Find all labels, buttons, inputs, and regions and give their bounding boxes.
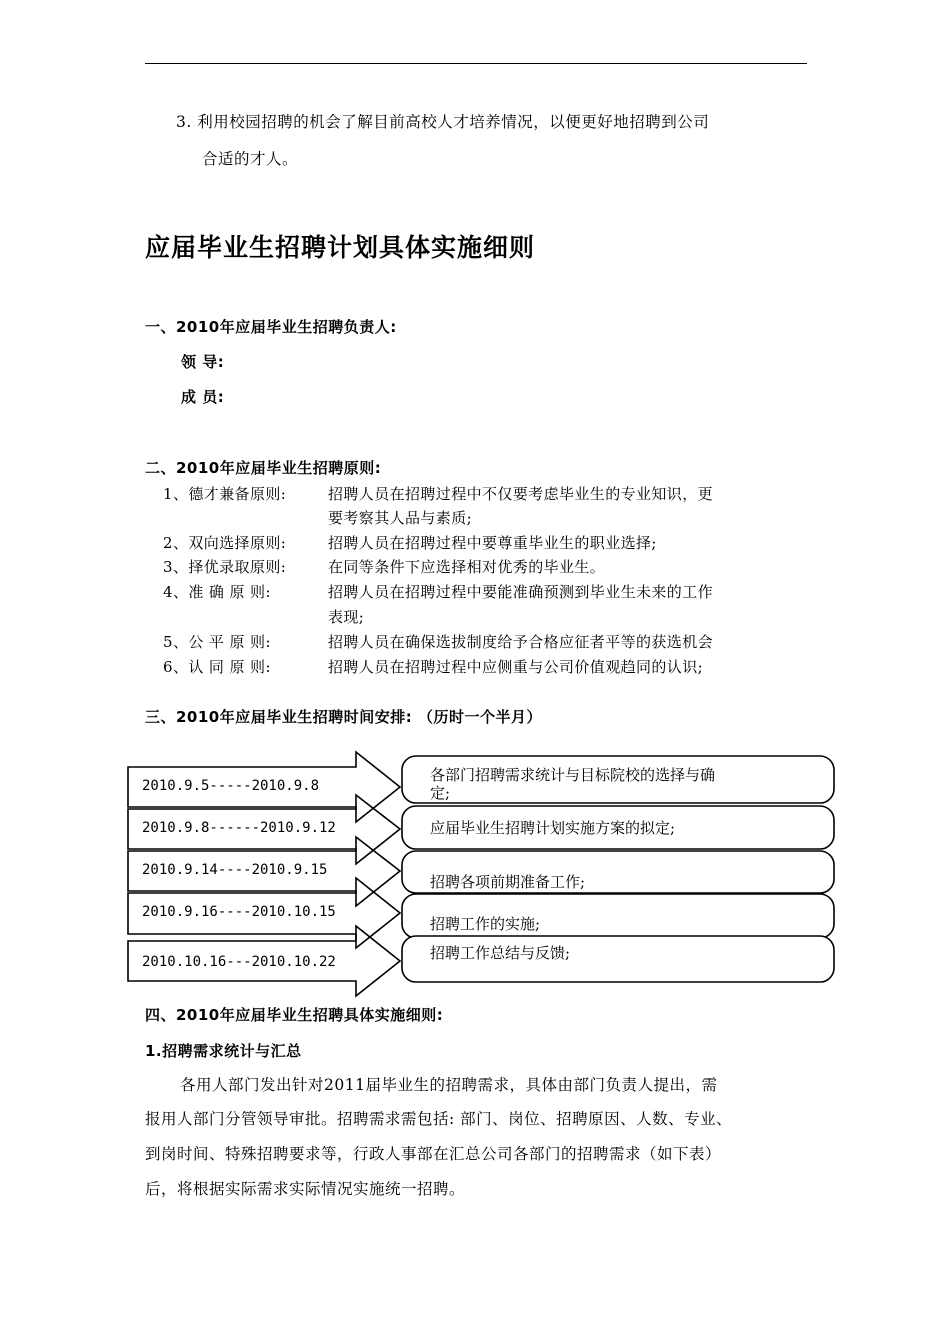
principle-text: 招聘人员在确保选拔制度给予合格应征者平等的获选机会	[328, 633, 714, 651]
intro-item-3-continued: 合适的才人。	[202, 150, 299, 168]
principle-text-continued: 表现;	[328, 608, 365, 626]
paragraph-line: 到岗时间、特殊招聘要求等，行政人事部在汇总公司各部门的招聘需求（如下表）	[145, 1145, 722, 1163]
schedule-task-continued: 定;	[430, 784, 451, 802]
schedule-task: 招聘各项前期准备工作;	[430, 873, 586, 891]
leader-label: 领 导:	[181, 353, 225, 371]
schedule-dates: 2010.9.16----2010.10.15	[142, 904, 336, 920]
principle-label: 5、公 平 原 则:	[163, 633, 271, 651]
principle-text: 在同等条件下应选择相对优秀的毕业生。	[328, 558, 606, 576]
principle-text: 招聘人员在招聘过程中要能准确预测到毕业生未来的工作	[328, 583, 714, 601]
schedule-task: 各部门招聘需求统计与目标院校的选择与确	[430, 766, 716, 784]
members-label: 成 员:	[181, 388, 225, 406]
principle-label: 2、双向选择原则:	[163, 534, 287, 552]
paragraph-line: 各用人部门发出针对2011届毕业生的招聘需求，具体由部门负责人提出，需	[180, 1076, 718, 1094]
paragraph-line: 后，将根据实际需求实际情况实施统一招聘。	[145, 1180, 466, 1198]
section-1-heading: 一、2010年应届毕业生招聘负责人:	[145, 318, 397, 336]
principle-label: 3、择优录取原则:	[163, 558, 287, 576]
principle-text: 招聘人员在招聘过程中不仅要考虑毕业生的专业知识，更	[328, 485, 714, 503]
section-3-heading: 三、2010年应届毕业生招聘时间安排: （历时一个半月）	[145, 708, 542, 726]
document-title: 应届毕业生招聘计划具体实施细则	[145, 233, 536, 262]
section-4-heading: 四、2010年应届毕业生招聘具体实施细则:	[145, 1006, 444, 1024]
schedule-dates: 2010.9.5-----2010.9.8	[142, 778, 320, 794]
intro-item-3: 3. 利用校园招聘的机会了解目前高校人才培养情况，以便更好地招聘到公司	[176, 113, 710, 131]
schedule-task: 招聘工作总结与反馈;	[430, 944, 571, 962]
schedule-task: 招聘工作的实施;	[430, 915, 541, 933]
paragraph-line: 报用人部门分管领导审批。招聘需求需包括: 部门、岗位、招聘原因、人数、专业、	[145, 1110, 733, 1128]
principle-text: 招聘人员在招聘过程中应侧重与公司价值观趋同的认识;	[328, 658, 704, 676]
schedule-dates: 2010.10.16---2010.10.22	[142, 954, 336, 970]
schedule-task: 应届毕业生招聘计划实施方案的拟定;	[430, 819, 676, 837]
principle-label: 4、准 确 原 则:	[163, 583, 271, 601]
subsection-1-heading: 1.招聘需求统计与汇总	[145, 1042, 302, 1060]
schedule-dates: 2010.9.14----2010.9.15	[142, 862, 328, 878]
principle-text-continued: 要考察其人品与素质;	[328, 509, 473, 527]
principle-label: 1、德才兼备原则:	[163, 485, 287, 503]
section-2-heading: 二、2010年应届毕业生招聘原则:	[145, 459, 382, 477]
principle-text: 招聘人员在招聘过程中要尊重毕业生的职业选择;	[328, 534, 657, 552]
schedule-dates: 2010.9.8------2010.9.12	[142, 820, 336, 836]
principle-label: 6、认 同 原 则:	[163, 658, 271, 676]
